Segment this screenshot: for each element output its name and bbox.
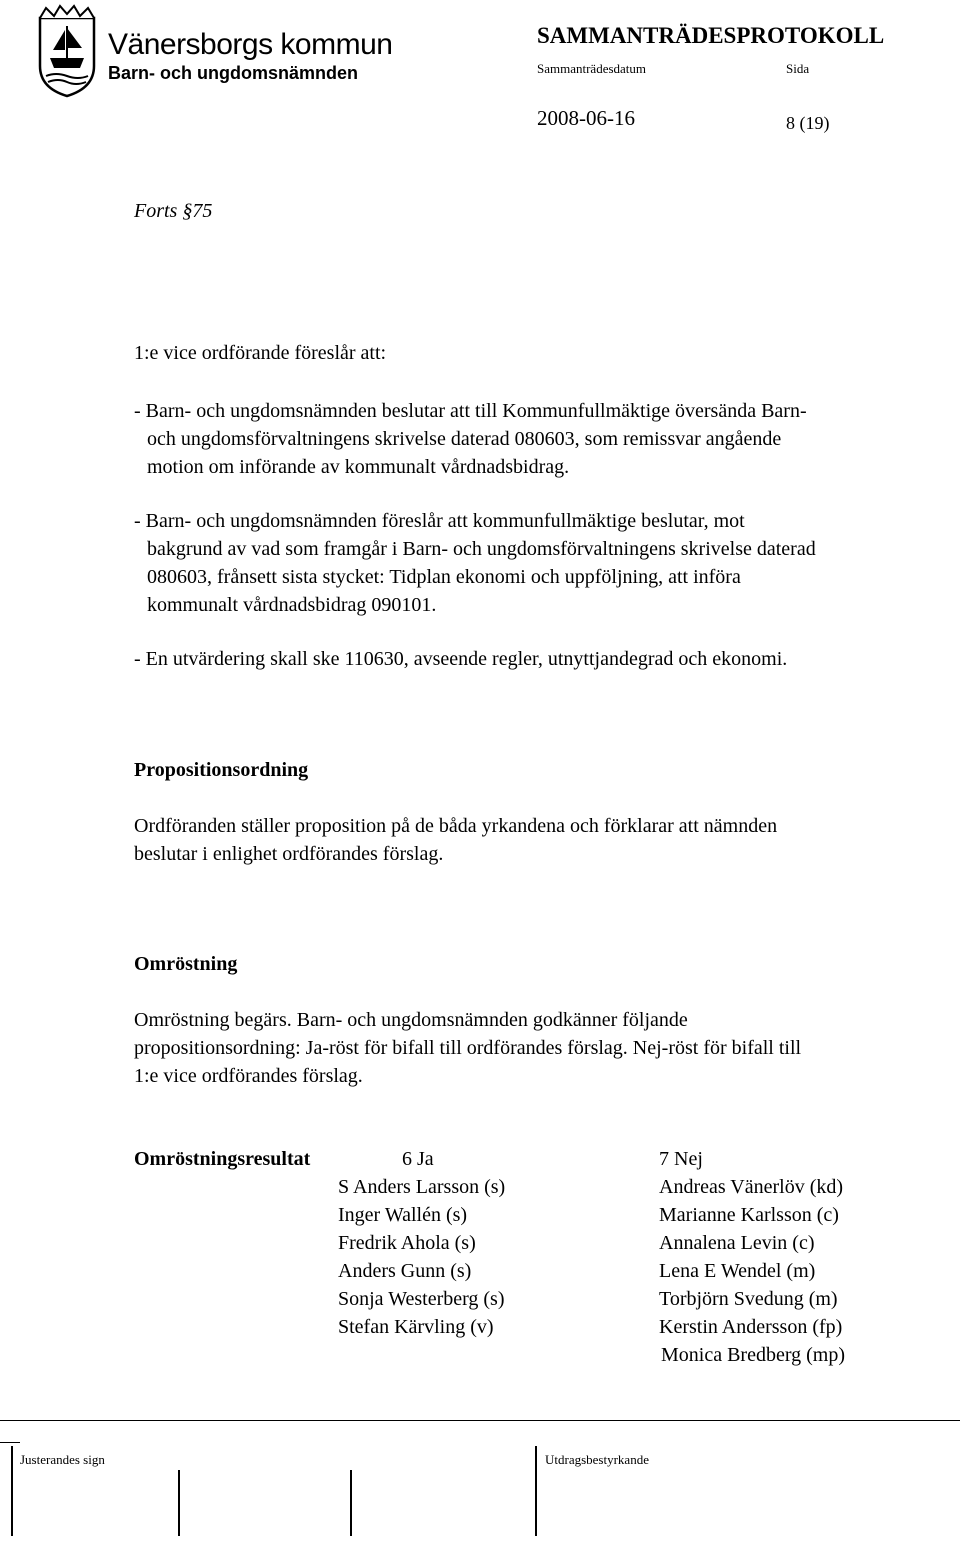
document-type: SAMMANTRÄDESPROTOKOLL (537, 23, 885, 48)
proposal-3: - En utvärdering skall ske 110630, avseende regler, utnyttjandegrad och ekonomi. (134, 648, 788, 670)
no-voter: Annalena Levin (c) (659, 1232, 815, 1254)
proposal-intro: 1:e vice ordförande föreslår att: (134, 342, 387, 364)
yes-count: 6 Ja (402, 1148, 434, 1170)
signature-box-divider (178, 1470, 180, 1536)
signature-box-divider (350, 1470, 352, 1536)
meeting-date: 2008-06-16 (537, 106, 635, 130)
yes-voter: Stefan Kärvling (v) (338, 1316, 494, 1338)
yes-voter: Fredrik Ahola (s) (338, 1232, 476, 1254)
voting-result-label: Omröstningsresultat (134, 1148, 311, 1170)
omrostning-heading: Omröstning (134, 953, 238, 975)
propositionsordning-line: Ordföranden ställer proposition på de båda yrkandena och förklarar att nämnden (134, 815, 778, 837)
no-voter: Andreas Vänerlöv (kd) (659, 1176, 844, 1198)
proposal-2-line: - Barn- och ungdomsnämnden föreslår att kommunfullmäktige beslutar, mot (134, 510, 745, 532)
footer-rule (0, 1420, 960, 1421)
no-voter: Marianne Karlsson (c) (659, 1204, 839, 1226)
propositionsordning-heading: Propositionsordning (134, 759, 309, 781)
no-count: 7 Nej (659, 1148, 703, 1170)
municipality-crest-logo (36, 4, 98, 98)
proposal-2-line: 080603, frånsett sista stycket: Tidplan ekonomi och uppföljning, att införa (147, 566, 741, 588)
proposal-1-line: - Barn- och ungdomsnämnden beslutar att till Kommunfullmäktige översända Barn- (134, 400, 807, 422)
date-label: Sammanträdesdatum (537, 61, 647, 76)
continuation-heading: Forts §75 (134, 200, 213, 222)
no-voter: Monica Bredberg (mp) (661, 1344, 846, 1366)
proposal-1-line: motion om införande av kommunalt vårdnadsbidrag. (147, 456, 570, 478)
department-name: Barn- och ungdomsnämnden (108, 63, 359, 83)
yes-voter: Anders Gunn (s) (338, 1260, 472, 1282)
propositionsordning-line: beslutar i enlighet ordförandes förslag. (134, 843, 444, 865)
page-number: 8 (19) (786, 113, 830, 133)
no-voter: Kerstin Andersson (fp) (659, 1316, 843, 1338)
omrostning-line: propositionsordning: Ja-röst för bifall till ordförandes förslag. Nej-röst för bifall till (134, 1037, 802, 1059)
yes-voter: S Anders Larsson (s) (338, 1176, 506, 1198)
yes-voter: Sonja Westerberg (s) (338, 1288, 505, 1310)
signature-box-divider (535, 1446, 537, 1536)
page-label: Sida (786, 61, 810, 76)
signature-box-divider (11, 1446, 13, 1536)
omrostning-line: 1:e vice ordförandes förslag. (134, 1065, 363, 1087)
footer-stub-rule (0, 1442, 20, 1443)
no-voter: Lena E Wendel (m) (659, 1260, 816, 1282)
extract-verification-label: Utdragsbestyrkande (545, 1452, 649, 1467)
proposal-2-line: bakgrund av vad som framgår i Barn- och ungdomsförvaltningens skrivelse daterad (147, 538, 816, 560)
no-voter: Torbjörn Svedung (m) (659, 1288, 838, 1310)
proposal-1-line: och ungdomsförvaltningens skrivelse daterad 080603, som remissvar angående (147, 428, 782, 450)
signature-label: Justerandes sign (20, 1452, 105, 1467)
omrostning-line: Omröstning begärs. Barn- och ungdomsnämnden godkänner följande (134, 1009, 688, 1031)
org-name: Vänersborgs kommun (108, 28, 393, 61)
yes-voter: Inger Wallén (s) (338, 1204, 468, 1226)
proposal-2-line: kommunalt vårdnadsbidrag 090101. (147, 594, 437, 616)
